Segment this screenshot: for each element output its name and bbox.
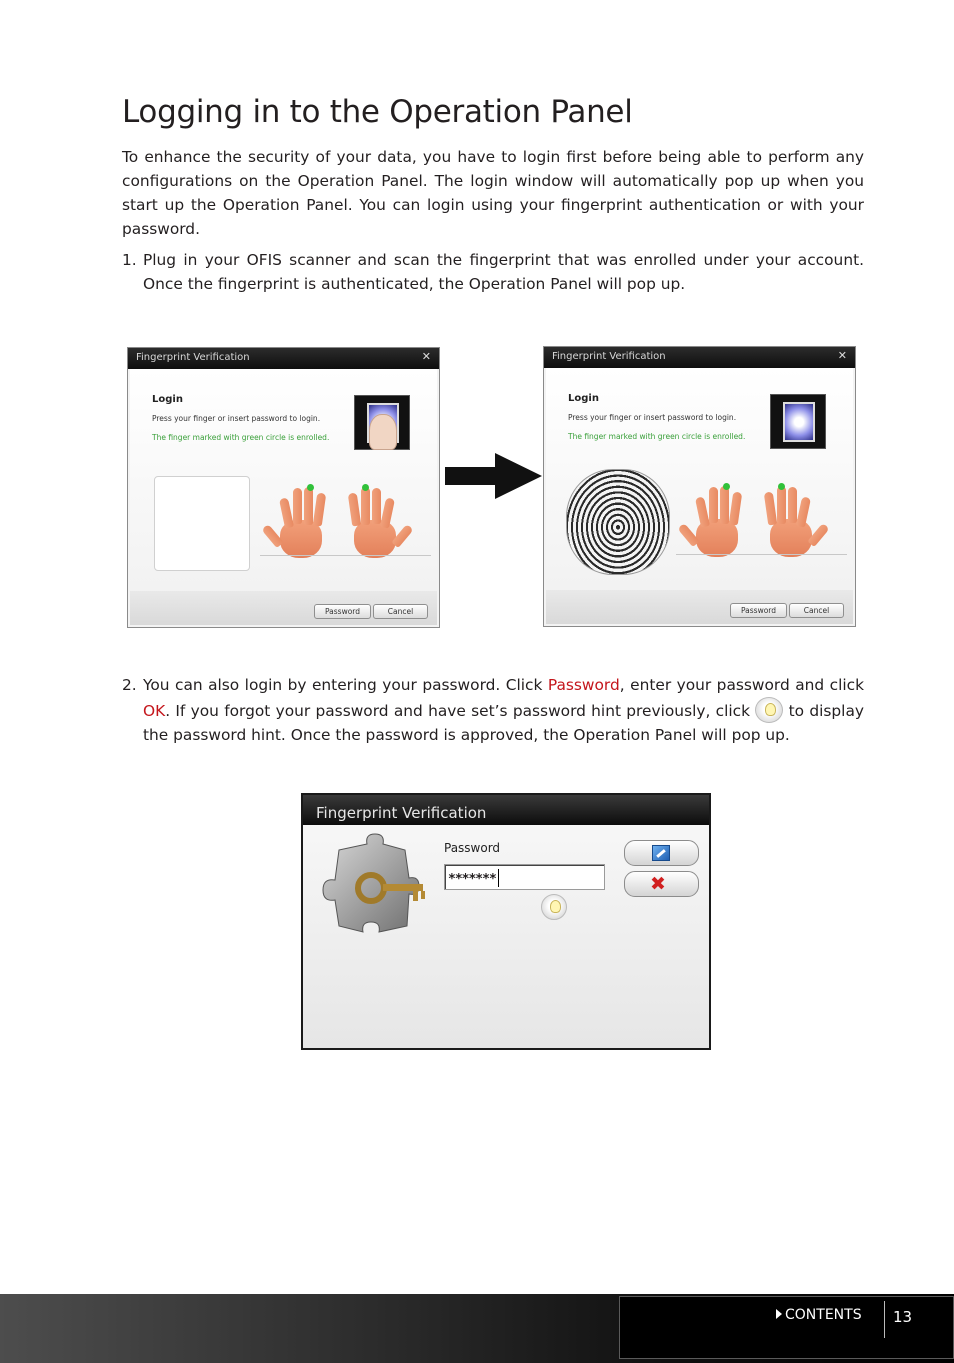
window-title: Fingerprint Verification bbox=[136, 352, 250, 363]
window-title: Fingerprint Verification bbox=[552, 351, 666, 362]
page-number: 13 bbox=[893, 1308, 913, 1326]
contents-link[interactable]: CONTENTS bbox=[776, 1307, 862, 1323]
password-label: Password bbox=[444, 841, 501, 855]
close-icon[interactable]: ✕ bbox=[421, 350, 431, 363]
login-heading: Login bbox=[568, 393, 599, 404]
cancel-button[interactable]: Cancel bbox=[373, 604, 428, 619]
left-hand-icon bbox=[686, 483, 750, 559]
password-input[interactable]: ******* bbox=[444, 864, 605, 890]
play-triangle-icon bbox=[776, 1309, 782, 1319]
enrolled-note: The finger marked with green circle is enrolled. bbox=[152, 433, 330, 442]
left-hand-icon bbox=[270, 484, 334, 560]
footer-divider bbox=[884, 1301, 885, 1338]
password-hint-icon[interactable] bbox=[541, 894, 567, 920]
scanner-glow-icon bbox=[770, 394, 826, 449]
step-2 bbox=[122, 673, 864, 747]
password-button[interactable]: Password bbox=[314, 604, 371, 619]
password-link: Password bbox=[547, 676, 620, 694]
ok-button[interactable] bbox=[624, 840, 699, 866]
cancel-button[interactable] bbox=[624, 871, 699, 897]
ok-link: OK bbox=[143, 702, 166, 720]
password-button[interactable]: Password bbox=[730, 603, 787, 618]
fingerprint-image bbox=[566, 469, 670, 575]
scanner-finger-icon bbox=[354, 395, 410, 450]
login-window-before bbox=[127, 347, 440, 628]
login-window-after bbox=[543, 346, 856, 627]
close-icon[interactable]: ✕ bbox=[837, 349, 847, 362]
enrolled-note: The finger marked with green circle is enrolled. bbox=[568, 432, 746, 441]
password-dialog bbox=[301, 793, 711, 1050]
footer-nav-box bbox=[619, 1296, 954, 1359]
page-title: Logging in to the Operation Panel bbox=[122, 94, 633, 130]
right-hand-icon bbox=[344, 484, 408, 560]
step-1 bbox=[122, 248, 864, 296]
login-heading: Login bbox=[152, 394, 183, 405]
ok-icon bbox=[652, 845, 670, 861]
window-titlebar bbox=[128, 348, 439, 369]
fingerprint-preview-empty bbox=[154, 476, 250, 571]
step-1-number: 1. bbox=[122, 251, 137, 269]
login-instruction: Press your finger or insert password to login. bbox=[152, 414, 321, 423]
cancel-button[interactable]: Cancel bbox=[789, 603, 844, 618]
step-2-text: You can also login by entering your password. Click Password, enter your password and click OK. If you forgot your password and have set’s password hint previously, click to display the password hint. Once the password is approved, the Operation Panel will pop up. bbox=[143, 676, 864, 744]
right-arrow-icon bbox=[445, 453, 542, 499]
intro-paragraph: To enhance the security of your data, you have to login first before being able to perform any configurations on the Operation Panel. The login window will automatically pop up when you start up the Operation Panel. You can login using your fingerprint authentication or with your password. bbox=[122, 148, 864, 238]
right-hand-icon bbox=[760, 483, 824, 559]
step-1-text: Plug in your OFIS scanner and scan the fingerprint that was enrolled under your account. Once the fingerprint is authenticated, the Operation Panel will pop up. bbox=[143, 251, 864, 293]
cancel-x-icon: ✖ bbox=[650, 873, 666, 895]
lightbulb-hint-icon bbox=[755, 697, 783, 723]
dialog-title: Fingerprint Verification bbox=[303, 795, 709, 825]
login-instruction: Press your finger or insert password to login. bbox=[568, 413, 737, 422]
step-2-number: 2. bbox=[122, 676, 137, 694]
window-titlebar bbox=[544, 347, 855, 368]
puzzle-key-icon bbox=[309, 830, 437, 942]
